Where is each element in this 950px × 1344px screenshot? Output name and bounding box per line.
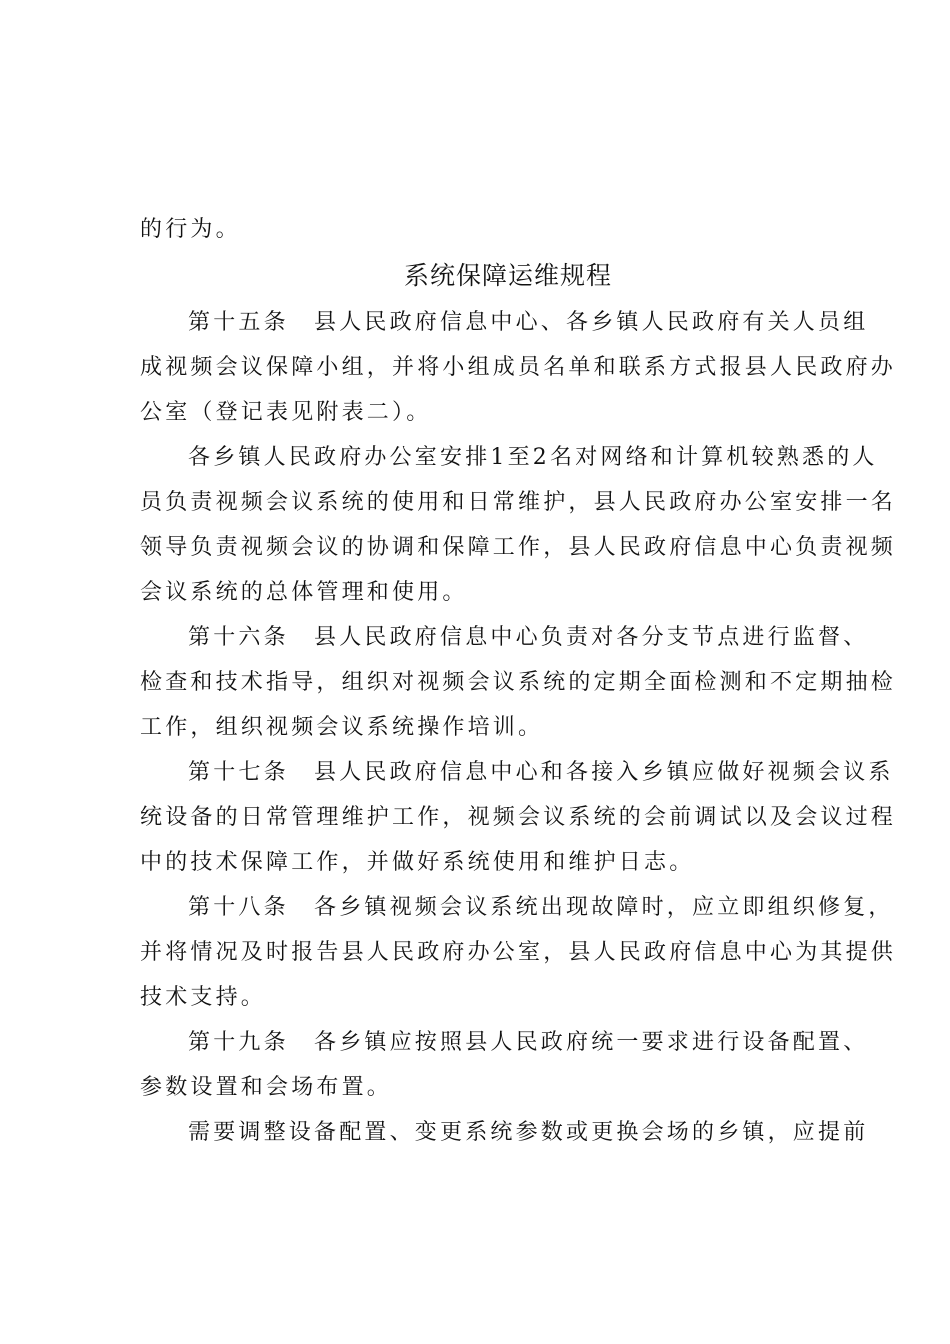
paragraph-line: 工作，组织视频会议系统操作培训。 bbox=[140, 715, 544, 740]
paragraph-line: 中的技术保障工作，并做好系统使用和维护日志。 bbox=[140, 850, 695, 875]
paragraph-line: 并将情况及时报告县人民政府办公室，县人民政府信息中心为其提供 bbox=[140, 940, 897, 965]
paragraph-line: 各乡镇人民政府办公室安排1至2名对网络和计算机较熟悉的人 bbox=[188, 445, 878, 470]
paragraph-line: 需要调整设备配置、变更系统参数或更换会场的乡镇，应提前 bbox=[188, 1120, 869, 1145]
leading-line: 的行为。 bbox=[140, 217, 241, 242]
paragraph-line: 第十八条 各乡镇视频会议系统出现故障时，应立即组织修复， bbox=[188, 895, 894, 920]
paragraph-line: 公室（登记表见附表二）。 bbox=[140, 400, 432, 425]
paragraph-adjustment bbox=[140, 1110, 869, 1155]
paragraph-line: 第十五条 县人民政府信息中心、各乡镇人民政府有关人员组 bbox=[188, 310, 869, 335]
paragraph-line: 会议系统的总体管理和使用。 bbox=[140, 580, 468, 605]
paragraph-line: 第十六条 县人民政府信息中心负责对各分支节点进行监督、 bbox=[188, 625, 869, 650]
paragraph-article-16 bbox=[140, 615, 897, 750]
document-body bbox=[140, 207, 897, 1155]
paragraph-line: 领导负责视频会议的协调和保障工作，县人民政府信息中心负责视频 bbox=[140, 535, 897, 560]
paragraph-staffing bbox=[140, 435, 897, 615]
paragraph-article-17 bbox=[140, 750, 897, 885]
section-title: 系统保障运维规程 bbox=[403, 261, 612, 290]
paragraph-article-19 bbox=[140, 1020, 869, 1110]
paragraph-article-15 bbox=[140, 300, 897, 435]
paragraph-article-18 bbox=[140, 885, 897, 1020]
paragraph-line: 第十九条 各乡镇应按照县人民政府统一要求进行设备配置、 bbox=[188, 1030, 869, 1055]
paragraph-line: 第十七条 县人民政府信息中心和各接入乡镇应做好视频会议系 bbox=[188, 760, 894, 785]
paragraph-line: 成视频会议保障小组，并将小组成员名单和联系方式报县人民政府办 bbox=[140, 355, 897, 380]
paragraph-line: 技术支持。 bbox=[140, 985, 267, 1010]
paragraph-line: 检查和技术指导，组织对视频会议系统的定期全面检测和不定期抽检 bbox=[140, 670, 897, 695]
paragraph-line: 统设备的日常管理维护工作，视频会议系统的会前调试以及会议过程 bbox=[140, 805, 897, 830]
paragraph-line: 参数设置和会场布置。 bbox=[140, 1075, 393, 1100]
paragraph-line: 员负责视频会议系统的使用和日常维护，县人民政府办公室安排一名 bbox=[140, 490, 897, 515]
